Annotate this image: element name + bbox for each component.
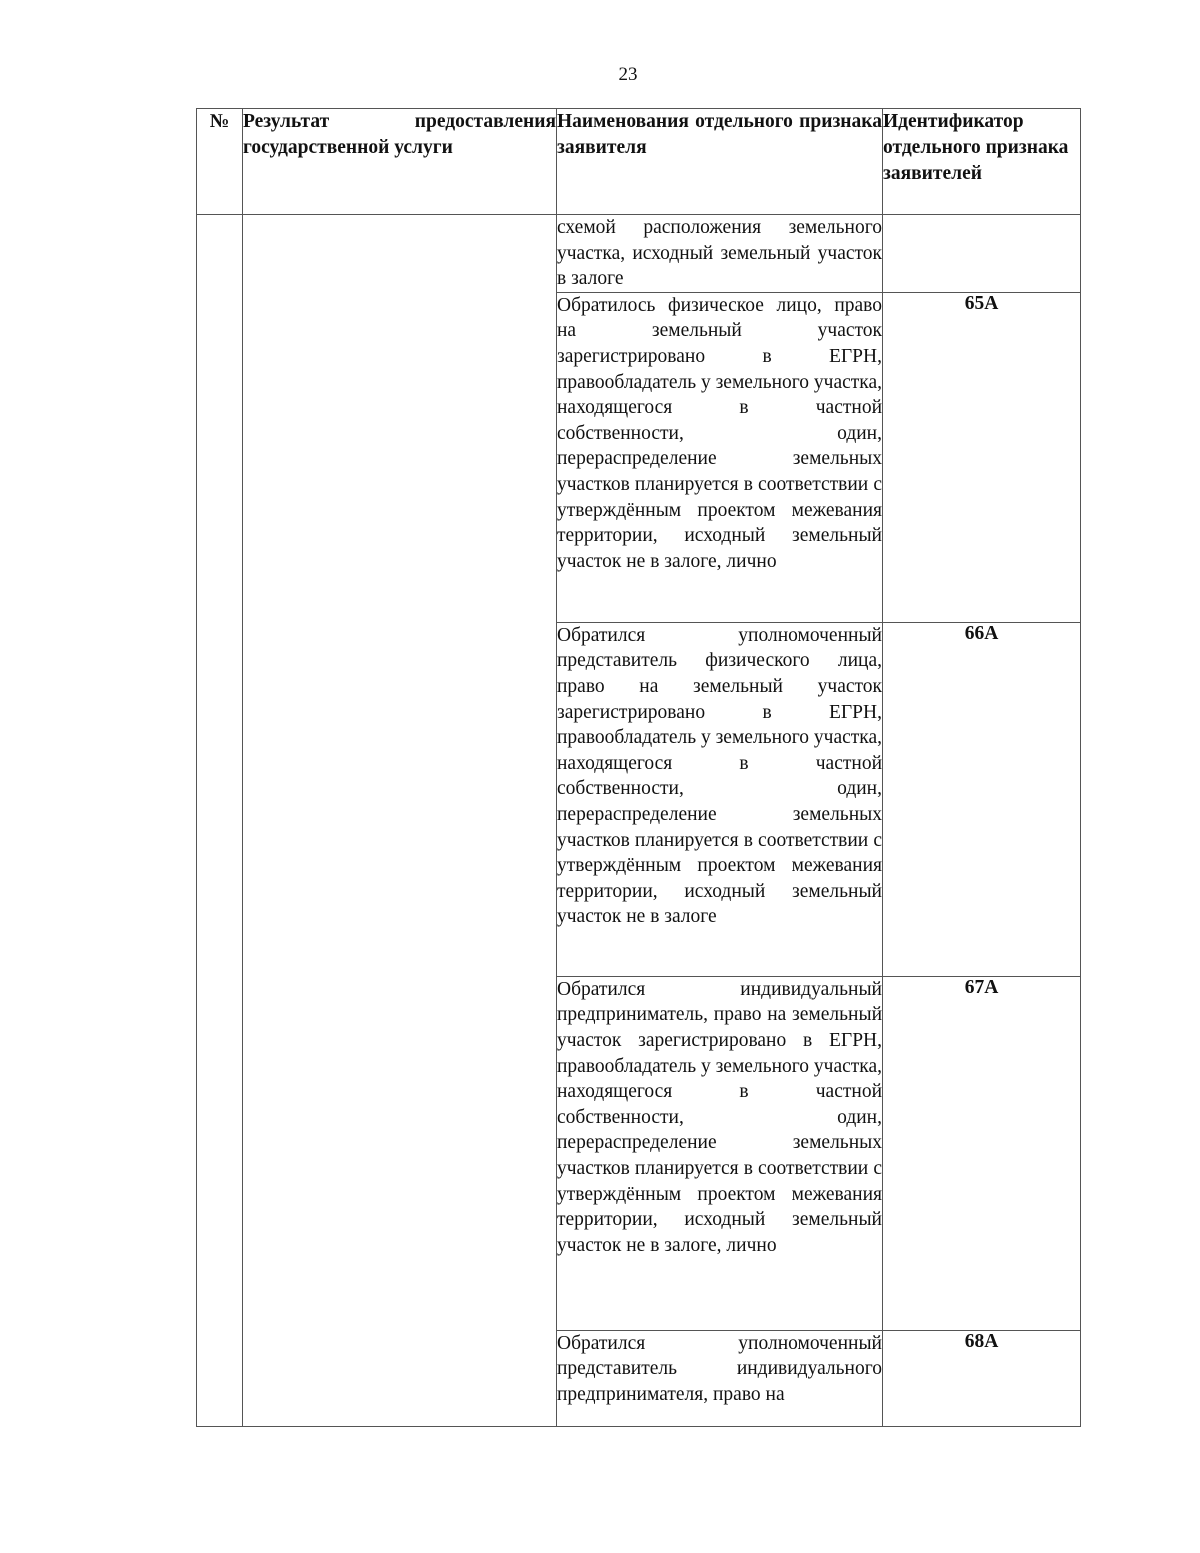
feature-name-cell: Обратился уполномоченный представитель индивидуального предпринимателя, право на bbox=[557, 1330, 883, 1426]
table-row bbox=[197, 215, 1081, 293]
table-header-row bbox=[197, 109, 1081, 215]
feature-name-cell: Обратился индивидуальный предприниматель, право на земельный участок зарегистрировано в ЕГРН, правообладатель у земельного участка, находящегося в частной собственности, один, перераспределение земельных участков планируется в соответствии с утверждённым проектом межевания территории, исходный земельный участок не в залоге, лично bbox=[557, 976, 883, 1330]
header-feature-name: Наименования отдельного признака заявителя bbox=[557, 109, 883, 215]
feature-id-cell: 66А bbox=[883, 622, 1081, 976]
feature-name-cell: Обратился уполномоченный представитель физического лица, право на земельный участок зарегистрировано в ЕГРН, правообладатель у земельного участка, находящегося в частной собственности, один, перераспределение земельных участков планируется в соответствии с утверждённым проектом межевания территории, исходный земельный участок не в залоге bbox=[557, 622, 883, 976]
feature-id-cell: 67А bbox=[883, 976, 1081, 1330]
header-feature-id-text: Идентификатор отдельного признака заявителей bbox=[883, 111, 1069, 184]
feature-id-cell: 65А bbox=[883, 292, 1081, 622]
result-cell bbox=[243, 215, 557, 1427]
feature-table bbox=[196, 108, 1081, 1427]
feature-name-cell: схемой расположения земельного участка, исходный земельный участок в залоге bbox=[557, 215, 883, 293]
header-feature-id bbox=[883, 109, 1081, 215]
header-number: № bbox=[197, 109, 243, 215]
header-result: Результат предоставления государственной услуги bbox=[243, 109, 557, 215]
page-number: 23 bbox=[618, 64, 638, 85]
feature-name-cell: Обратилось физическое лицо, право на земельный участок зарегистрировано в ЕГРН, правообладатель у земельного участка, находящегося в частной собственности, один, перераспределение земельных участков планируется в соответствии с утверждённым проектом межевания территории, исходный земельный участок не в залоге, лично bbox=[557, 292, 883, 622]
feature-id-cell bbox=[883, 215, 1081, 293]
feature-id-cell: 68А bbox=[883, 1330, 1081, 1426]
number-cell bbox=[197, 215, 243, 1427]
